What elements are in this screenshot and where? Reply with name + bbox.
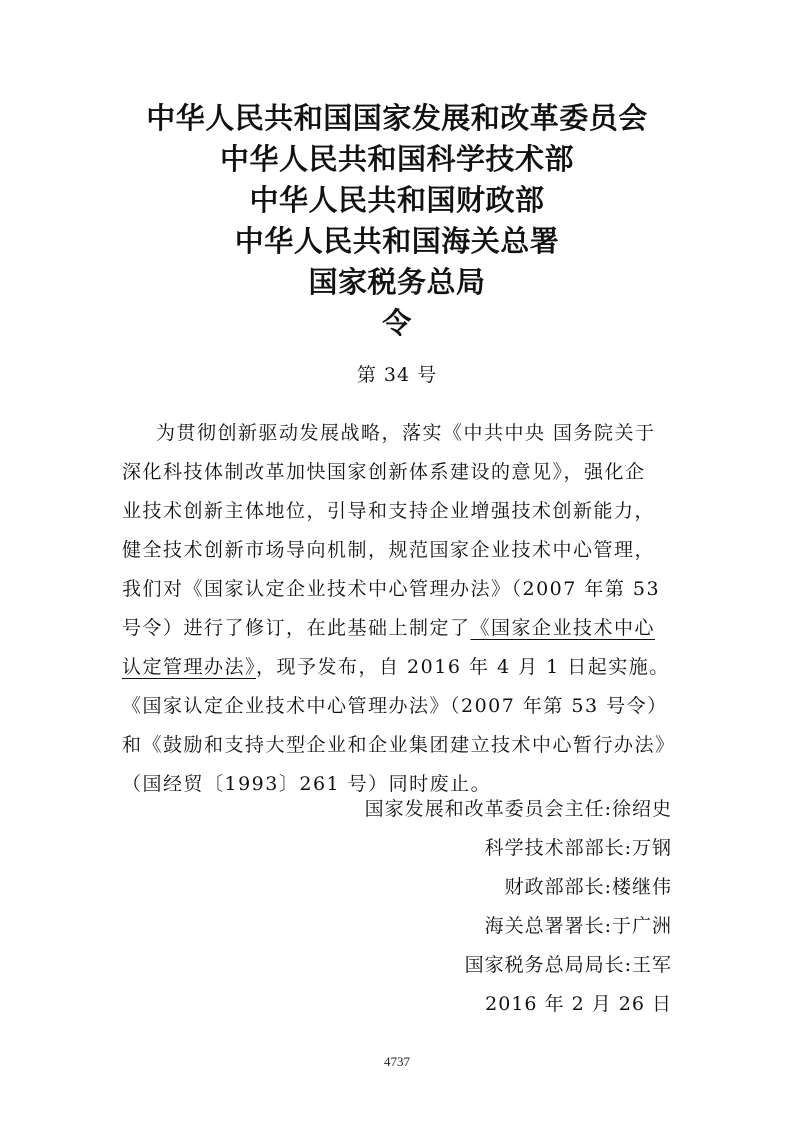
issuer-title: 中华人民共和国科学技术部 [219,142,574,176]
body-line: 《国家认定企业技术中心管理办法》（2007 年第 53 号令） [122,695,668,717]
issuer-title: 中华人民共和国财政部 [249,183,545,217]
body-line [122,648,682,687]
signature-line: 国家发展和改革委员会主任:徐绍史 [364,798,672,820]
body-line [122,609,682,648]
body-line: 和《鼓励和支持大型企业和企业集团建立技术中心暂行办法》 [122,734,676,756]
issuer-title: 中华人民共和国海关总署 [234,224,560,258]
order-title: 令 [382,306,412,340]
signature-line: 海关总署署长:于广洲 [484,915,672,937]
issuer-title: 中华人民共和国国家发展和改革委员会 [146,101,648,135]
body-line: 我们对《国家认定企业技术中心管理办法》（2007 年第 53 [122,578,661,600]
regulation-title-link: 《国家企业技术中心 [470,617,656,639]
body-line: 业技术创新主体地位，引导和支持企业增强技术创新能力， [122,500,656,522]
body-text-fragment: ，现予发布，自 2016 年 4 月 1 日起实施。 [256,656,670,678]
issuer-title: 国家税务总局 [308,265,486,299]
body-text-fragment: 号令）进行了修订，在此基础上制定了 [122,617,471,639]
body-line: 深化科技体制改革加快国家创新体系建设的意见》，强化企 [122,461,646,483]
body-line: 为贯彻创新驱动发展战略，落实《中共中央 国务院关于 [156,422,656,444]
document-number: 第 34 号 [356,364,438,386]
body-text [122,414,682,804]
body-line: 健全技术创新市场导向机制，规范国家企业技术中心管理， [122,539,656,561]
signature-line: 财政部部长:楼继伟 [504,876,672,898]
page-number: 4737 [384,1054,410,1069]
body-line: （国经贸〔1993〕261 号）同时废止。 [122,773,492,795]
signature-line: 科学技术部部长:万钢 [484,837,672,859]
signature-date: 2016 年 2 月 26 日 [485,993,672,1015]
regulation-title-link: 认定管理办法》 [122,656,257,678]
signature-line: 国家税务总局局长:王军 [464,954,672,976]
document-header [0,98,794,344]
signature-block [365,790,672,1024]
